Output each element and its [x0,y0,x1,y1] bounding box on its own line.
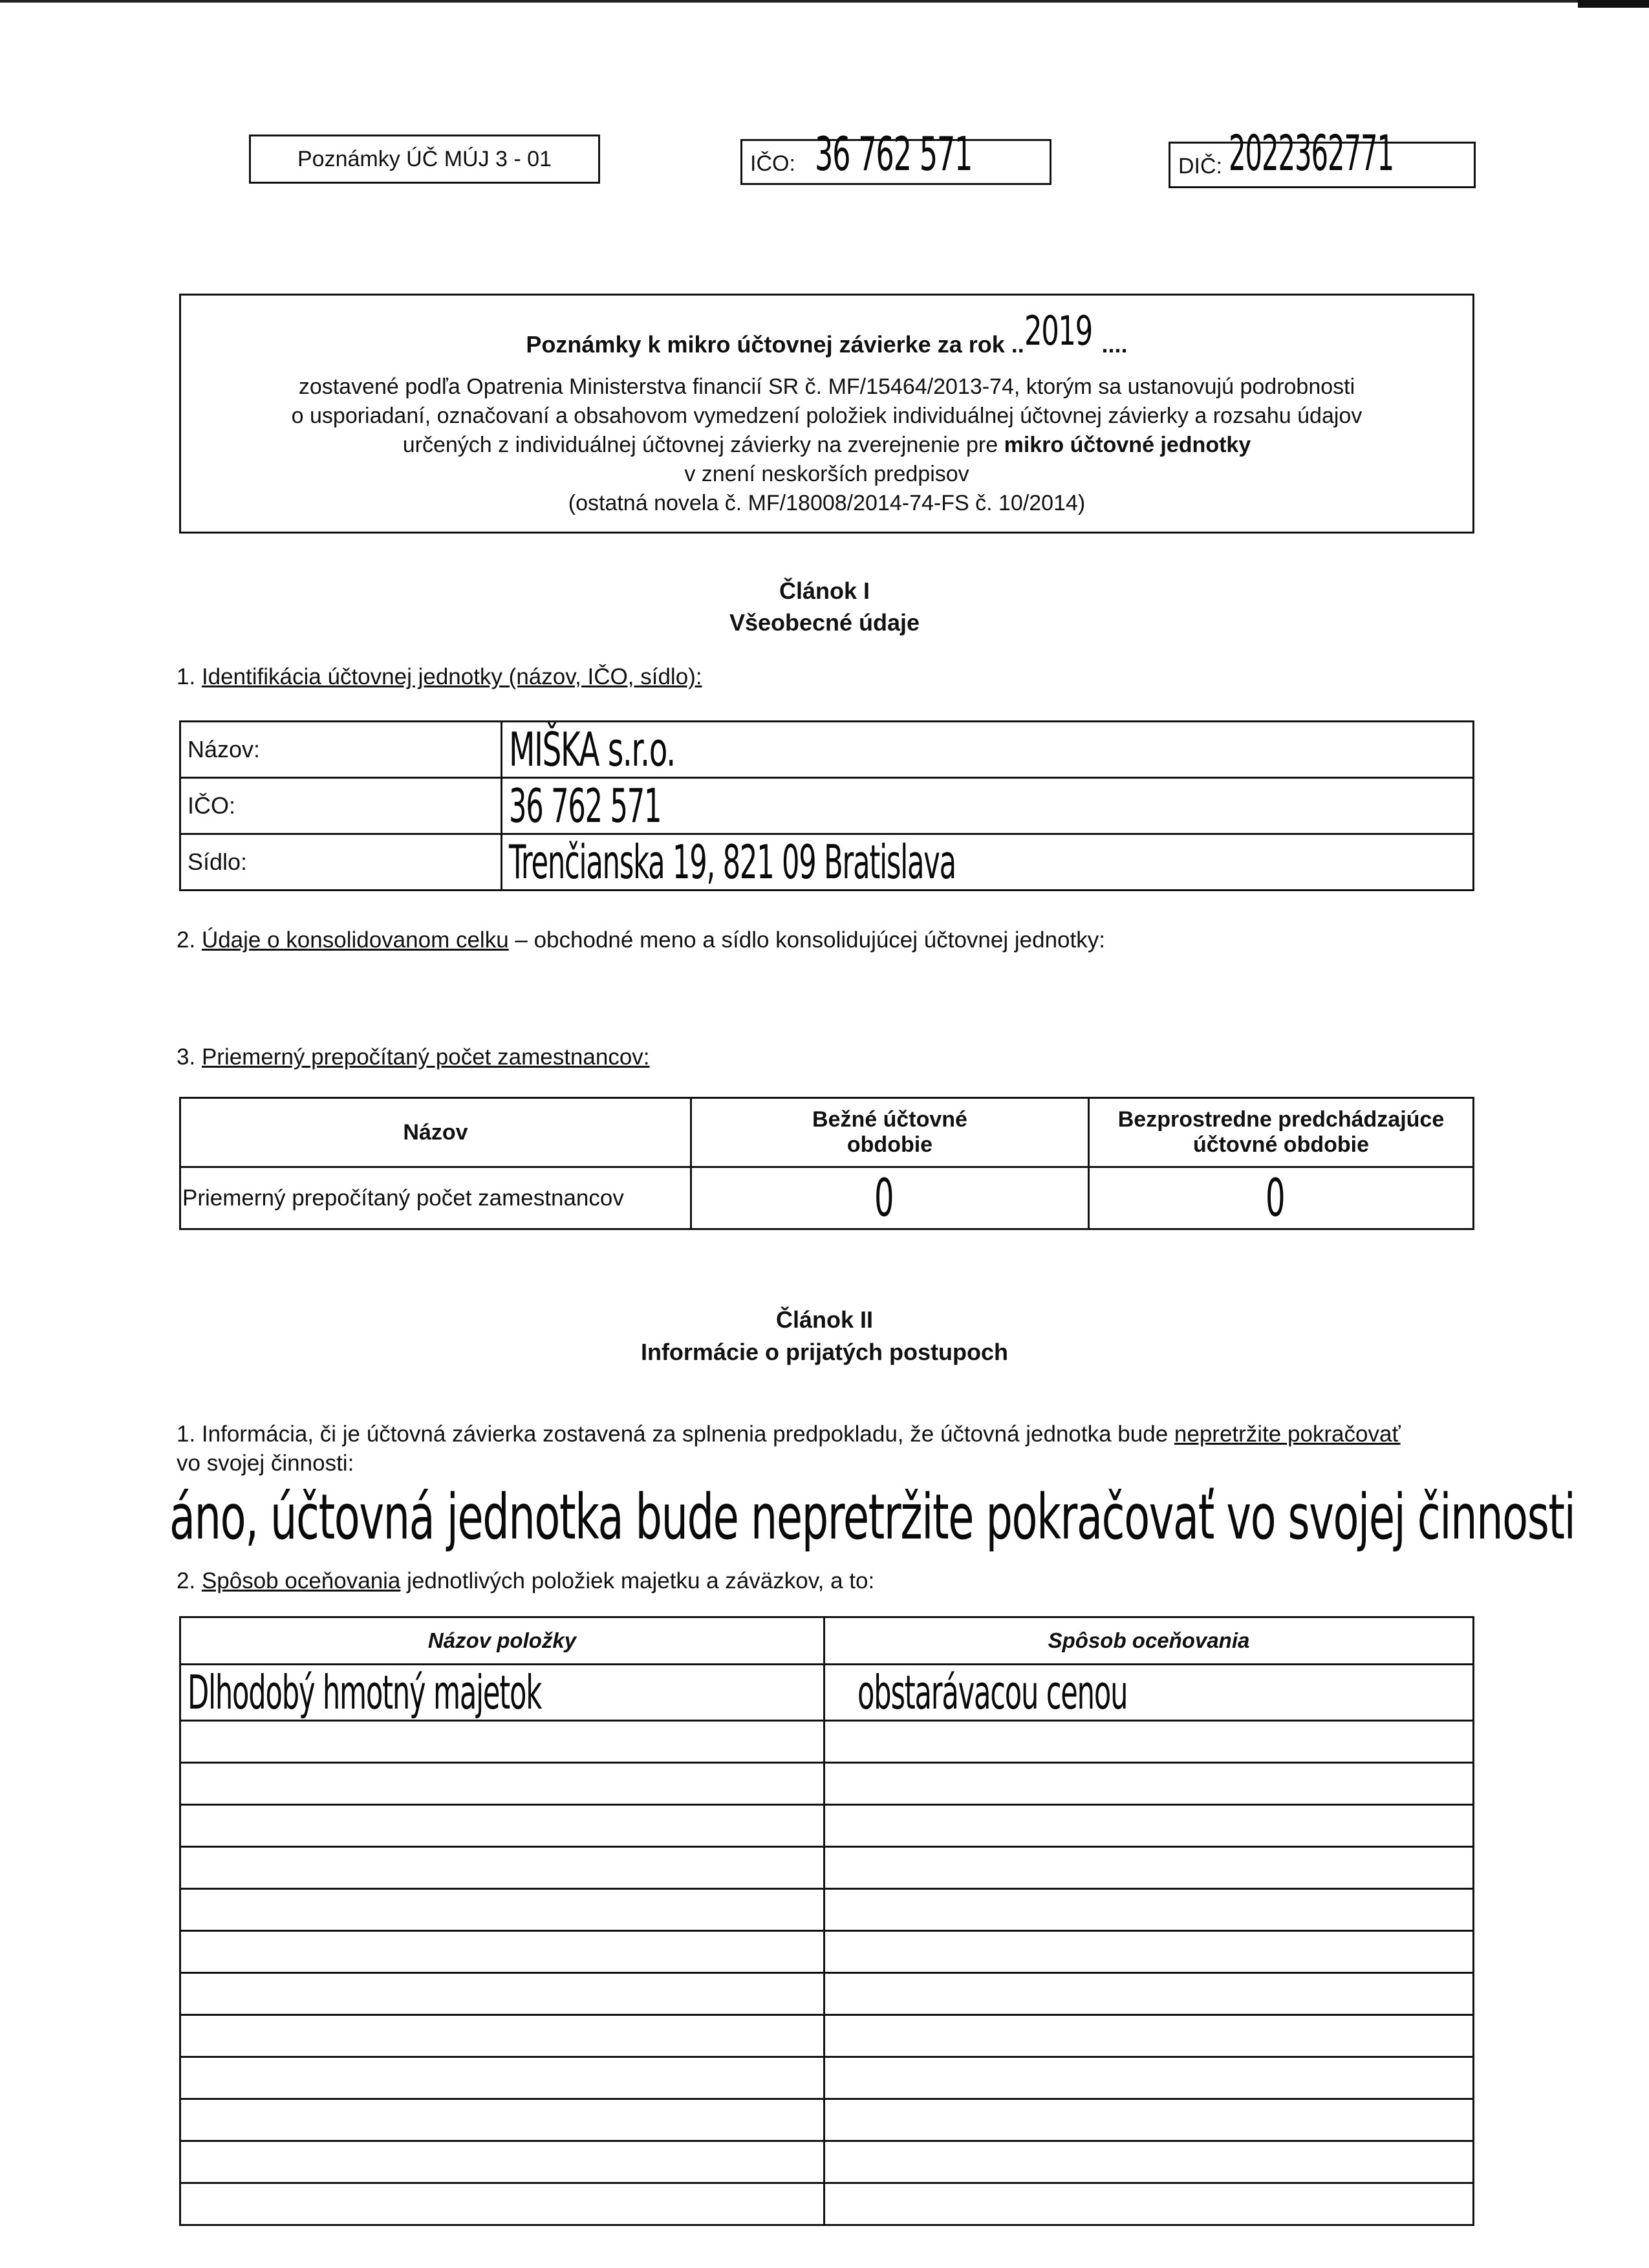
ico-handwritten: 36 762 571 [815,127,973,181]
empty-cell [824,1847,1474,1889]
valuation-item: Dlhodobý hmotný majetok [180,1665,824,1721]
employees-label: Priemerný prepočítaný počet zamestnancov [180,1167,691,1229]
article2-item1: 1. Informácia, či je účtovná závierka zostavená za splnenia predpokladu, že účtovná jednotka bude nepretržite pokračovať [177,1421,1401,1447]
empty-cell [180,2099,824,2141]
ico-row-value: 36 762 571 [502,778,1474,834]
ico-row-label: IČO: [180,778,502,834]
form-code: Poznámky ÚČ MÚJ 3 - 01 [297,146,552,171]
col-header-method: Spôsob oceňovania [824,1617,1474,1665]
dic-handwritten: 2022362771 [1229,124,1394,182]
empty-cell [180,1721,824,1763]
seat-label: Sídlo: [180,834,502,891]
table-row-empty [180,1805,1474,1847]
empty-cell [180,1973,824,2015]
empty-cell [824,1763,1474,1805]
title-line-4: v znení neskorších predpisov [684,462,969,486]
empty-cell [824,2057,1474,2099]
title-line-3: určených z individuálnej účtovnej závierky na zverejnenie pre mikro účtovné jednotky [402,433,1251,457]
empty-cell [824,1889,1474,1931]
col-header-name: Názov [180,1098,691,1167]
empty-cell [824,2015,1474,2057]
empty-cell [824,2099,1474,2141]
valuation-table [179,1616,1474,2226]
table-row-empty [180,1889,1474,1931]
table-row [180,778,1474,834]
empty-cell [180,1931,824,1973]
employees-previous: 0 [1089,1167,1474,1229]
col-header-current: Bežné účtovné obdobie [691,1098,1089,1167]
col-header-previous: Bezprostredne predchádzajúce účtovné obdobie [1089,1098,1474,1167]
article1-heading: Článok I [779,578,870,604]
table-row [180,1665,1474,1721]
item3-heading: 3. Priemerný prepočítaný počet zamestnancov: [177,1044,650,1070]
employees-table [179,1097,1474,1230]
article2-subheading: Informácie o prijatých postupoch [640,1339,1009,1365]
empty-cell [824,1805,1474,1847]
empty-cell [180,2141,824,2183]
scan-top-edge-right [1578,0,1649,8]
empty-cell [824,1973,1474,2015]
empty-cell [180,1889,824,1931]
article2-heading: Článok II [775,1306,874,1333]
scan-top-edge [0,0,1649,3]
year-handwritten: 2019 [1024,307,1092,354]
going-concern-answer: áno, účtovná jednotka bude nepretržite pokračovať vo svojej činnosti [169,1481,1575,1553]
table-row-empty [180,1721,1474,1763]
col-header-item: Názov položky [180,1617,824,1665]
article1-subheading: Všeobecné údaje [729,609,920,636]
empty-cell [824,2141,1474,2183]
table-row-empty [180,1763,1474,1805]
table-row-empty [180,1973,1474,2015]
dic-label: DIČ: [1178,154,1222,178]
name-value: MIŠKA s.r.o. [502,722,1474,778]
form-code-box [249,135,600,184]
identification-table [179,720,1474,891]
employees-current: 0 [691,1167,1089,1229]
empty-cell [180,2183,824,2225]
ico-box [740,127,1051,185]
ico-label: IČO: [750,151,795,176]
empty-cell [180,2057,824,2099]
seat-value: Trenčianska 19, 821 09 Bratislava [502,834,1474,891]
empty-cell [180,1847,824,1889]
table-row-empty [180,2099,1474,2141]
document-title: Poznámky k mikro účtovnej závierke za rok ..2019 .... [526,307,1128,358]
item2-heading: 2. Údaje o konsolidovanom celku – obchodné meno a sídlo konsolidujúcej účtovnej jednotky: [177,927,1105,953]
empty-cell [824,1721,1474,1763]
article2-item2: 2. Spôsob oceňovania jednotlivých položiek majetku a záväzkov, a to: [177,1568,875,1593]
dic-box [1169,124,1476,188]
table-row-empty [180,2141,1474,2183]
empty-cell [180,1805,824,1847]
empty-cell [180,2015,824,2057]
table-row [180,722,1474,778]
table-row [180,834,1474,891]
empty-cell [824,2183,1474,2225]
table-header-row [180,1098,1474,1167]
title-box [179,294,1474,534]
title-line-1: zostavené podľa Opatrenia Ministerstva financií SR č. MF/15464/2013-74, ktorým sa ustanovujú podrobnosti [298,374,1355,399]
table-row-empty [180,2015,1474,2057]
table-row [180,1167,1474,1229]
valuation-method: obstarávacou cenou [824,1665,1474,1721]
table-row-empty [180,2183,1474,2225]
title-line-2: o usporiadaní, označovaní a obsahovom vymedzení položiek individuálnej účtovnej závierky a rozsahu údajov [291,404,1363,428]
title-line-5: (ostatná novela č. MF/18008/2014-74-FS č. 10/2014) [568,491,1086,515]
table-header-row [180,1617,1474,1665]
article2-item1-cont: vo svojej činnosti: [177,1451,354,1476]
name-label: Názov: [180,722,502,778]
table-row-empty [180,2057,1474,2099]
table-row-empty [180,1931,1474,1973]
table-row-empty [180,1847,1474,1889]
item1-heading: 1. Identifikácia účtovnej jednotky (názov, IČO, sídlo): [177,664,702,689]
empty-cell [824,1931,1474,1973]
empty-cell [180,1763,824,1805]
